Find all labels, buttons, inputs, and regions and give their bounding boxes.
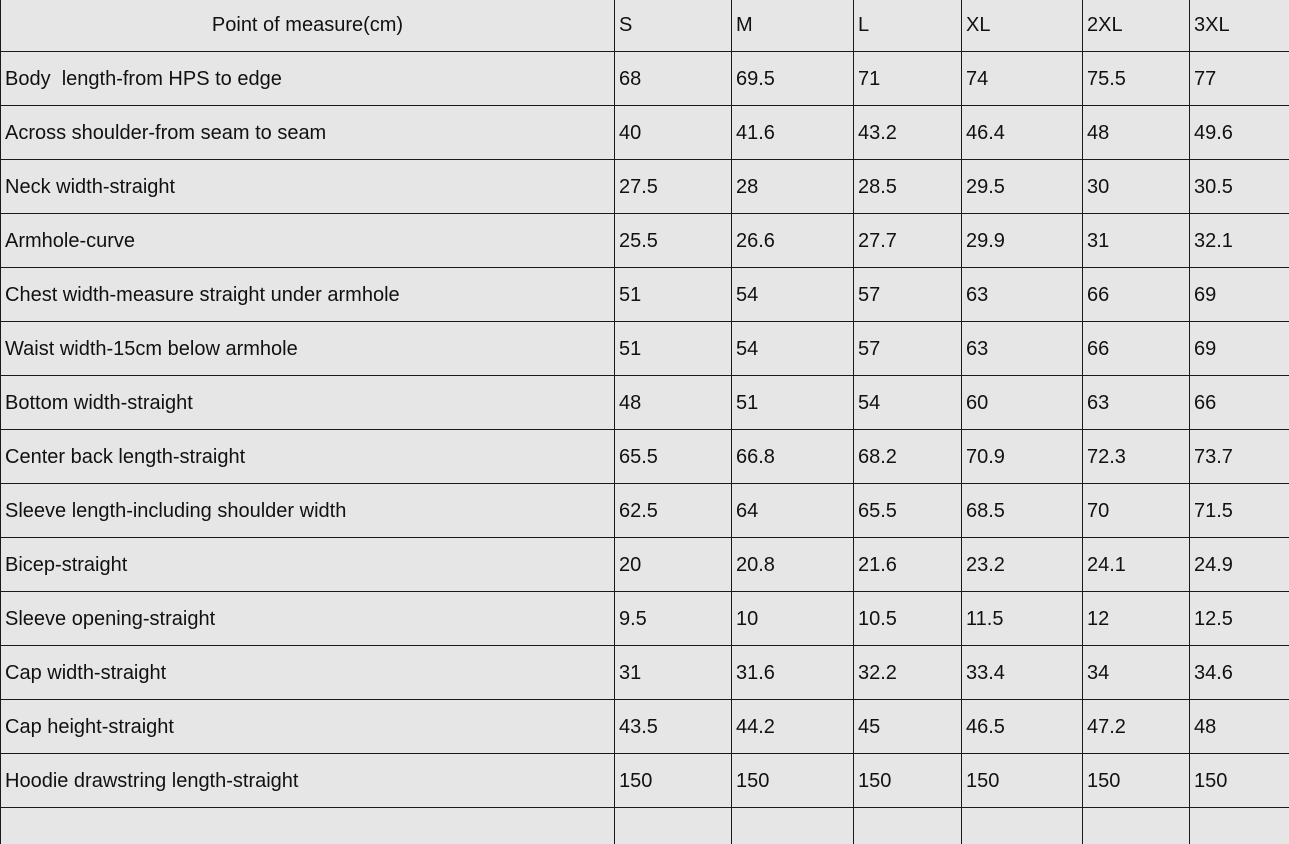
cell-size-s: 150 [615,754,732,808]
cell-measure-name: Sleeve length-including shoulder width [1,484,615,538]
table-row [1,646,1289,700]
cell-size-xl: 23.2 [962,538,1083,592]
cell-measure-name: Bicep-straight [1,538,615,592]
cell-size-s: 51 [615,268,732,322]
header-size-l: L [854,0,962,52]
cell-measure-name: Bottom width-straight [1,376,615,430]
table-row [1,808,1289,844]
cell-measure-name: Body length-from HPS to edge [1,52,615,106]
cell-size-l: 150 [854,754,962,808]
header-size-3xl: 3XL [1190,0,1289,52]
cell-measure-name: Neck width-straight [1,160,615,214]
cell-size-s: 65.5 [615,430,732,484]
table-row [1,268,1289,322]
cell-size-m: 54 [732,268,854,322]
cell-size-xl: 63 [962,268,1083,322]
cell-size-xl: 46.5 [962,700,1083,754]
table-row [1,754,1289,808]
cell-size-3xl: 30.5 [1190,160,1289,214]
cell-size-xl: 68.5 [962,484,1083,538]
cell-size-3xl: 12.5 [1190,592,1289,646]
cell-size-l: 57 [854,322,962,376]
cell-size-m: 69.5 [732,52,854,106]
cell-size-3xl: 49.6 [1190,106,1289,160]
cell-size-s: 51 [615,322,732,376]
cell-size-s: 9.5 [615,592,732,646]
cell-size-2xl: 66 [1083,268,1190,322]
cell-size-s: 40 [615,106,732,160]
cell-size-2xl: 70 [1083,484,1190,538]
cell-size-s: 48 [615,376,732,430]
cell-size-s: 27.5 [615,160,732,214]
cell-size-2xl: 66 [1083,322,1190,376]
cell-size-3xl: 69 [1190,322,1289,376]
cell-size-l: 10.5 [854,592,962,646]
cell-size-3xl: 34.6 [1190,646,1289,700]
cell-size-m: 44.2 [732,700,854,754]
header-size-m: M [732,0,854,52]
table-row [1,592,1289,646]
cell-size-xl: 63 [962,322,1083,376]
cell-size-3xl: 77 [1190,52,1289,106]
cell-size-s: 20 [615,538,732,592]
cell-measure-name: Armhole-curve [1,214,615,268]
table-row [1,700,1289,754]
cell-size-3xl: 73.7 [1190,430,1289,484]
cell-size-2xl: 24.1 [1083,538,1190,592]
cell-size-m: 150 [732,754,854,808]
cell-size-s [615,808,732,844]
cell-size-m: 66.8 [732,430,854,484]
cell-size-2xl [1083,808,1190,844]
cell-size-l: 43.2 [854,106,962,160]
cell-measure-name: Cap width-straight [1,646,615,700]
cell-size-m: 41.6 [732,106,854,160]
table-header-row [1,0,1289,52]
cell-size-m [732,808,854,844]
cell-size-xl: 70.9 [962,430,1083,484]
cell-size-l: 71 [854,52,962,106]
cell-size-xl: 60 [962,376,1083,430]
table-row [1,538,1289,592]
cell-size-s: 31 [615,646,732,700]
header-point-of-measure: Point of measure(cm) [1,0,615,52]
cell-size-3xl: 150 [1190,754,1289,808]
cell-size-m: 28 [732,160,854,214]
table-row [1,214,1289,268]
cell-measure-name: Center back length-straight [1,430,615,484]
cell-measure-name: Chest width-measure straight under armhole [1,268,615,322]
cell-size-s: 43.5 [615,700,732,754]
table-row [1,322,1289,376]
cell-size-m: 20.8 [732,538,854,592]
table-row [1,160,1289,214]
header-size-xl: XL [962,0,1083,52]
table-row [1,430,1289,484]
cell-size-s: 68 [615,52,732,106]
cell-measure-name [1,808,615,844]
table-row [1,52,1289,106]
cell-size-xl: 29.9 [962,214,1083,268]
cell-size-2xl: 47.2 [1083,700,1190,754]
cell-measure-name: Cap height-straight [1,700,615,754]
cell-size-xl: 150 [962,754,1083,808]
header-size-2xl: 2XL [1083,0,1190,52]
cell-size-xl [962,808,1083,844]
cell-size-3xl: 24.9 [1190,538,1289,592]
cell-size-3xl: 32.1 [1190,214,1289,268]
cell-size-xl: 46.4 [962,106,1083,160]
cell-size-3xl: 69 [1190,268,1289,322]
cell-size-l: 32.2 [854,646,962,700]
cell-size-2xl: 12 [1083,592,1190,646]
cell-size-2xl: 72.3 [1083,430,1190,484]
cell-size-l [854,808,962,844]
cell-size-l: 65.5 [854,484,962,538]
cell-size-m: 10 [732,592,854,646]
cell-size-l: 21.6 [854,538,962,592]
cell-size-3xl: 48 [1190,700,1289,754]
table-row [1,484,1289,538]
cell-size-2xl: 30 [1083,160,1190,214]
cell-measure-name: Sleeve opening-straight [1,592,615,646]
cell-size-s: 62.5 [615,484,732,538]
cell-size-2xl: 34 [1083,646,1190,700]
cell-size-3xl [1190,808,1289,844]
cell-size-l: 28.5 [854,160,962,214]
cell-size-2xl: 63 [1083,376,1190,430]
cell-size-m: 64 [732,484,854,538]
cell-measure-name: Across shoulder-from seam to seam [1,106,615,160]
cell-size-m: 51 [732,376,854,430]
cell-size-xl: 33.4 [962,646,1083,700]
cell-size-m: 31.6 [732,646,854,700]
cell-size-xl: 29.5 [962,160,1083,214]
cell-measure-name: Hoodie drawstring length-straight [1,754,615,808]
table-row [1,106,1289,160]
cell-size-l: 68.2 [854,430,962,484]
header-size-s: S [615,0,732,52]
table-row [1,376,1289,430]
cell-size-3xl: 71.5 [1190,484,1289,538]
cell-size-l: 57 [854,268,962,322]
cell-size-xl: 11.5 [962,592,1083,646]
cell-size-2xl: 48 [1083,106,1190,160]
cell-size-l: 54 [854,376,962,430]
cell-size-s: 25.5 [615,214,732,268]
cell-size-xl: 74 [962,52,1083,106]
cell-size-2xl: 75.5 [1083,52,1190,106]
cell-size-2xl: 31 [1083,214,1190,268]
cell-size-3xl: 66 [1190,376,1289,430]
cell-size-m: 26.6 [732,214,854,268]
size-chart-body [1,0,1289,844]
cell-size-m: 54 [732,322,854,376]
cell-size-l: 27.7 [854,214,962,268]
cell-size-2xl: 150 [1083,754,1190,808]
cell-measure-name: Waist width-15cm below armhole [1,322,615,376]
cell-size-l: 45 [854,700,962,754]
